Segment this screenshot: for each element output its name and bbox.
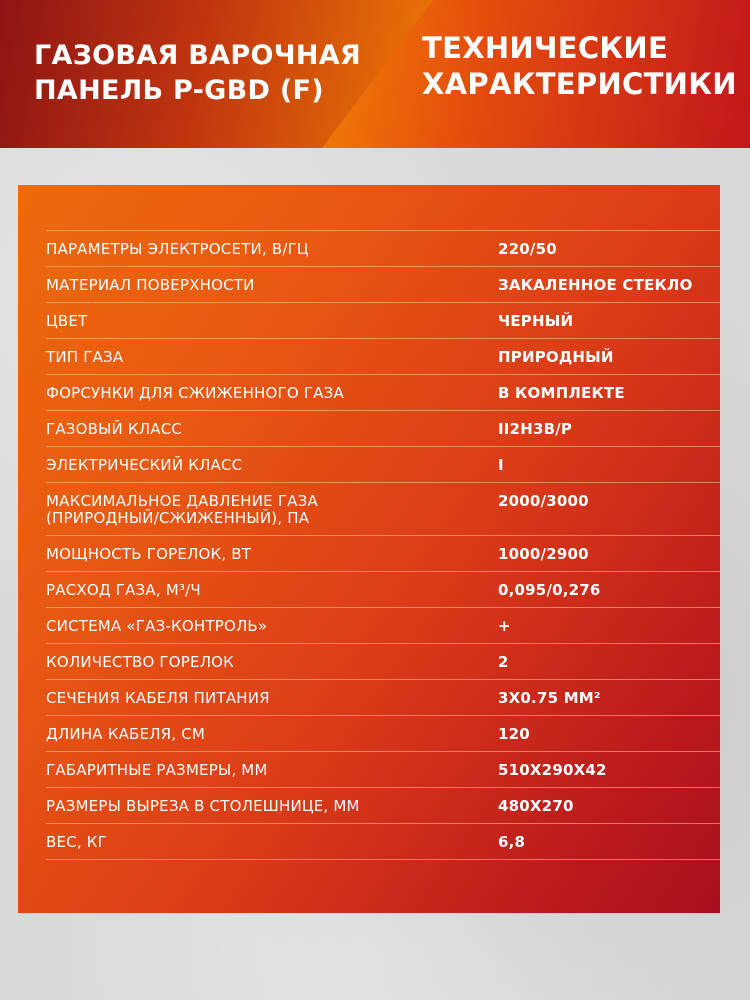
spec-value: 3Х0.75 ММ² bbox=[498, 680, 720, 716]
spec-label: ГАЗОВЫЙ КЛАСС bbox=[46, 411, 498, 447]
specs-table bbox=[46, 230, 720, 860]
spec-value: I bbox=[498, 447, 720, 483]
spec-row bbox=[46, 375, 720, 411]
spec-row bbox=[46, 608, 720, 644]
spec-value: ЧЕРНЫЙ bbox=[498, 303, 720, 339]
spec-label-line2: (ПРИРОДНЫЙ/СЖИЖЕННЫЙ), ПА bbox=[46, 509, 310, 527]
spec-row bbox=[46, 752, 720, 788]
section-title-line1: ТЕХНИЧЕСКИЕ bbox=[422, 31, 669, 65]
spec-label: ЭЛЕКТРИЧЕСКИЙ КЛАСС bbox=[46, 447, 498, 483]
spec-label: СИСТЕМА «ГАЗ-КОНТРОЛЬ» bbox=[46, 608, 498, 644]
product-title-line2: ПАНЕЛЬ P-GBD (F) bbox=[34, 75, 324, 106]
spec-row bbox=[46, 644, 720, 680]
spec-value: 2 bbox=[498, 644, 720, 680]
spec-row bbox=[46, 536, 720, 572]
spec-row bbox=[46, 447, 720, 483]
spec-row bbox=[46, 483, 720, 536]
spec-row bbox=[46, 716, 720, 752]
section-title-line2: ХАРАКТЕРИСТИКИ bbox=[422, 67, 737, 101]
spec-value: 6,8 bbox=[498, 824, 720, 860]
spec-label: РАЗМЕРЫ ВЫРЕЗА В СТОЛЕШНИЦЕ, ММ bbox=[46, 788, 498, 824]
spec-value: II2H3B/P bbox=[498, 411, 720, 447]
spec-value: 0,095/0,276 bbox=[498, 572, 720, 608]
spec-row bbox=[46, 572, 720, 608]
spec-label: ФОРСУНКИ ДЛЯ СЖИЖЕННОГО ГАЗА bbox=[46, 375, 498, 411]
spec-label: ДЛИНА КАБЕЛЯ, СМ bbox=[46, 716, 498, 752]
spec-value: 510Х290Х42 bbox=[498, 752, 720, 788]
spec-value: 1000/2900 bbox=[498, 536, 720, 572]
section-title bbox=[422, 30, 737, 102]
spec-row bbox=[46, 339, 720, 375]
spec-value: В КОМПЛЕКТЕ bbox=[498, 375, 720, 411]
spec-row bbox=[46, 680, 720, 716]
spec-row bbox=[46, 303, 720, 339]
header-banner bbox=[0, 0, 750, 148]
spec-row bbox=[46, 411, 720, 447]
spec-value: 2000/3000 bbox=[498, 483, 720, 536]
spec-label: ТИП ГАЗА bbox=[46, 339, 498, 375]
spec-label: СЕЧЕНИЯ КАБЕЛЯ ПИТАНИЯ bbox=[46, 680, 498, 716]
specs-panel bbox=[18, 185, 720, 913]
spec-label: ГАБАРИТНЫЕ РАЗМЕРЫ, ММ bbox=[46, 752, 498, 788]
spec-label-line1: МАКСИМАЛЬНОЕ ДАВЛЕНИЕ ГАЗА bbox=[46, 492, 318, 510]
spec-row bbox=[46, 824, 720, 860]
spec-value: ЗАКАЛЕННОЕ СТЕКЛО bbox=[498, 267, 720, 303]
spec-value: 220/50 bbox=[498, 231, 720, 267]
spec-label: МОЩНОСТЬ ГОРЕЛОК, ВТ bbox=[46, 536, 498, 572]
product-title-line1: ГАЗОВАЯ ВАРОЧНАЯ bbox=[34, 40, 362, 71]
spec-value: + bbox=[498, 608, 720, 644]
spec-label: КОЛИЧЕСТВО ГОРЕЛОК bbox=[46, 644, 498, 680]
spec-label-multiline bbox=[46, 483, 498, 536]
spec-label: ПАРАМЕТРЫ ЭЛЕКТРОСЕТИ, В/ГЦ bbox=[46, 231, 498, 267]
spec-value: ПРИРОДНЫЙ bbox=[498, 339, 720, 375]
spec-label: ЦВЕТ bbox=[46, 303, 498, 339]
spec-label: МАТЕРИАЛ ПОВЕРХНОСТИ bbox=[46, 267, 498, 303]
spec-value: 120 bbox=[498, 716, 720, 752]
spec-row bbox=[46, 267, 720, 303]
spec-row bbox=[46, 231, 720, 267]
spec-label: РАСХОД ГАЗА, М³/Ч bbox=[46, 572, 498, 608]
spec-value: 480Х270 bbox=[498, 788, 720, 824]
spec-label: ВЕС, КГ bbox=[46, 824, 498, 860]
spec-row bbox=[46, 788, 720, 824]
product-title bbox=[34, 38, 361, 108]
